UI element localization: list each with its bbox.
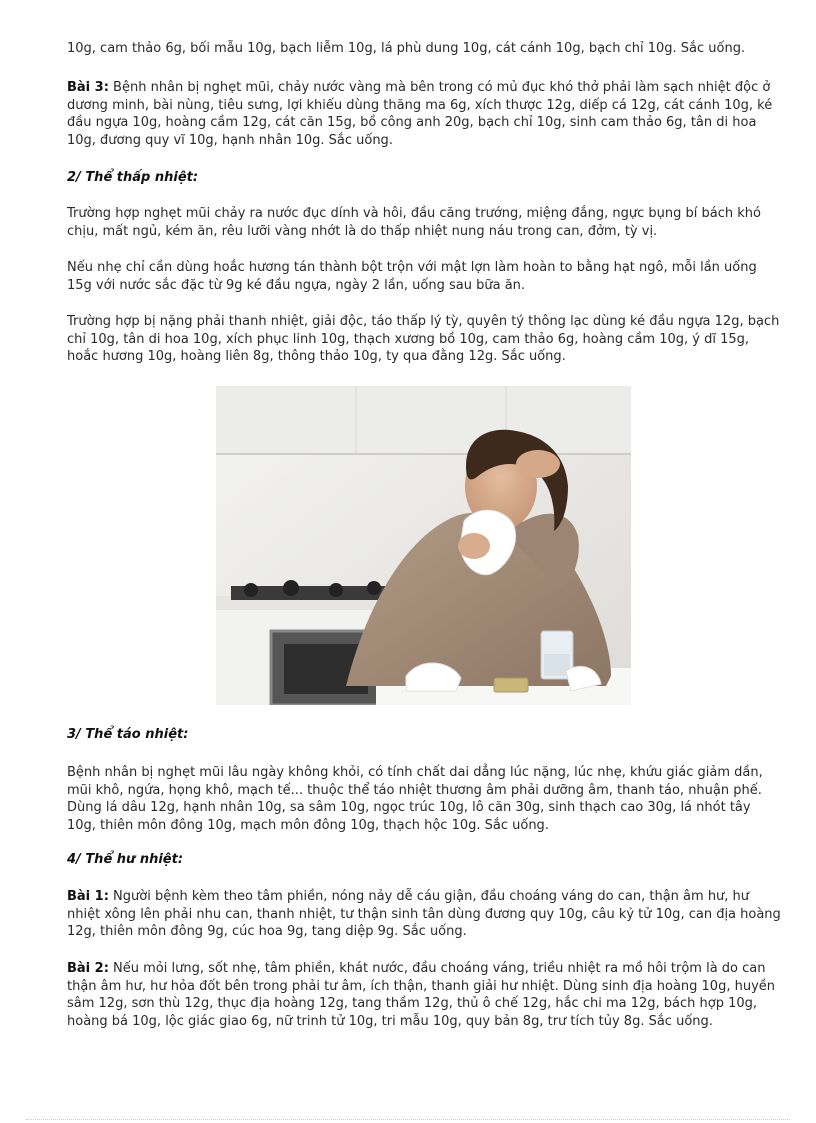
text-bai-3: Bệnh nhân bị nghẹt mũi, chảy nước vàng mà bên trong có mủ đục khó thở phải làm sạch nhiệt độc ở dương minh, bài nùng, tiêu sưng, lợi khiếu dùng thăng ma 6g, xích thược 12g, diếp cá 12g, cát cánh 10g, ké đầu ngựa 10g, hoàng cầm 12g, cát căn 15g, bồ công anh 20g, bạch chỉ 10g, sinh cam thảo 6g, tân di hoa 10g, đương quy vĩ 10g, hạnh nhân 10g. Sắc uống. (67, 80, 773, 148)
page-bottom-divider (26, 1119, 790, 1120)
paragraph-bai-1 (67, 888, 782, 941)
text-bai-1: Người bệnh kèm theo tâm phiền, nóng nảy dễ cáu giận, đầu choáng váng do can, thận âm hư, hư nhiệt xông lên phải nhu can, thanh nhiệt, tư thận sinh tân dùng đương quy 10g, câu kỷ tử 10g, can địa hoàng 12g, thiên môn đông 9g, cúc hoa 9g, tang diệp 9g. Sắc uống. (67, 889, 781, 939)
label-bai-3: Bài 3: (67, 80, 109, 95)
paragraph-tao-nhiet: Bệnh nhân bị nghẹt mũi lâu ngày không khỏi, có tính chất dai dẳng lúc nặng, lúc nhẹ, khứu giác giảm dần, mũi khô, ngứa, họng khô, mạch tế... thuộc thể táo nhiệt thương âm phải dưỡng âm, thanh táo, nhuận phế. Dùng lá dâu 12g, hạnh nhân 10g, sa sâm 10g, ngọc trúc 10g, lô căn 30g, sinh thạch cao 30g, lá nhót tây 10g, thiên môn đông 10g, mạch môn đông 10g, thạch hộc 10g. Sắc uống. (67, 765, 763, 833)
label-bai-2: Bài 2: (67, 961, 109, 976)
paragraph-top: 10g, cam thảo 6g, bối mẫu 10g, bạch liễm 10g, lá phù dung 10g, cát cánh 10g, bạch chỉ 10g. Sắc uống. (67, 41, 746, 56)
paragraph-bai-3 (67, 79, 782, 149)
paragraph-bai-2 (67, 960, 782, 1030)
label-bai-1: Bài 1: (67, 889, 109, 904)
paragraph-thap-nhiet-3: Trường hợp bị nặng phải thanh nhiệt, giải độc, táo thấp lý tỳ, quyên tý thông lạc dùng ké đầu ngựa 12g, bạch chỉ 10g, tân di hoa 10g, xích phục linh 10g, thạch xương bồ 10g, cam thảo 6g, hoàng cầm 10g, ý dĩ 15g, hoắc hương 10g, hoàng liên 8g, thông thảo 10g, ty qua đằng 12g. Sắc uống. (67, 314, 780, 364)
paragraph-thap-nhiet-2: Nếu nhẹ chỉ cần dùng hoắc hương tán thành bột trộn với mật lợn làm hoàn to bằng hạt ngô, mỗi lần uống 15g với nước sắc đặc từ 9g ké đầu ngựa, ngày 2 lần, uống sau bữa ăn. (67, 260, 757, 293)
heading-the-thap-nhiet: 2/ Thể thấp nhiệt: (67, 170, 199, 185)
paragraph-thap-nhiet-1: Trường hợp nghẹt mũi chảy ra nước đục dính và hôi, đầu căng trướng, miệng đắng, ngực bụng bí bách khó chịu, mất ngủ, kém ăn, rêu lưỡi vàng nhớt là do thấp nhiệt nung náu trong can, đởm, tỳ vị. (67, 206, 761, 239)
man-with-cold-photo (216, 386, 631, 705)
heading-the-hu-nhiet: 4/ Thể hư nhiệt: (67, 852, 184, 867)
heading-the-tao-nhiet: 3/ Thể táo nhiệt: (67, 727, 189, 742)
text-bai-2: Nếu mỏi lưng, sốt nhẹ, tâm phiền, khát nước, đầu choáng váng, triều nhiệt ra mồ hôi trộm là do can thận âm hư, hư hỏa đốt bên trong phải tư âm, ích thận, thanh giải hư nhiệt. Dùng sinh địa hoàng 10g, huyền sâm 12g, sơn thù 12g, thục địa hoàng 12g, tang thầm 12g, thủ ô chế 12g, hắc chi ma 12g, bách hợp 10g, hoàng bá 10g, lộc giác giao 6g, nữ trinh tử 10g, tri mẫu 10g, quy bản 8g, trư tích tủy 8g. Sắc uống. (67, 961, 776, 1029)
